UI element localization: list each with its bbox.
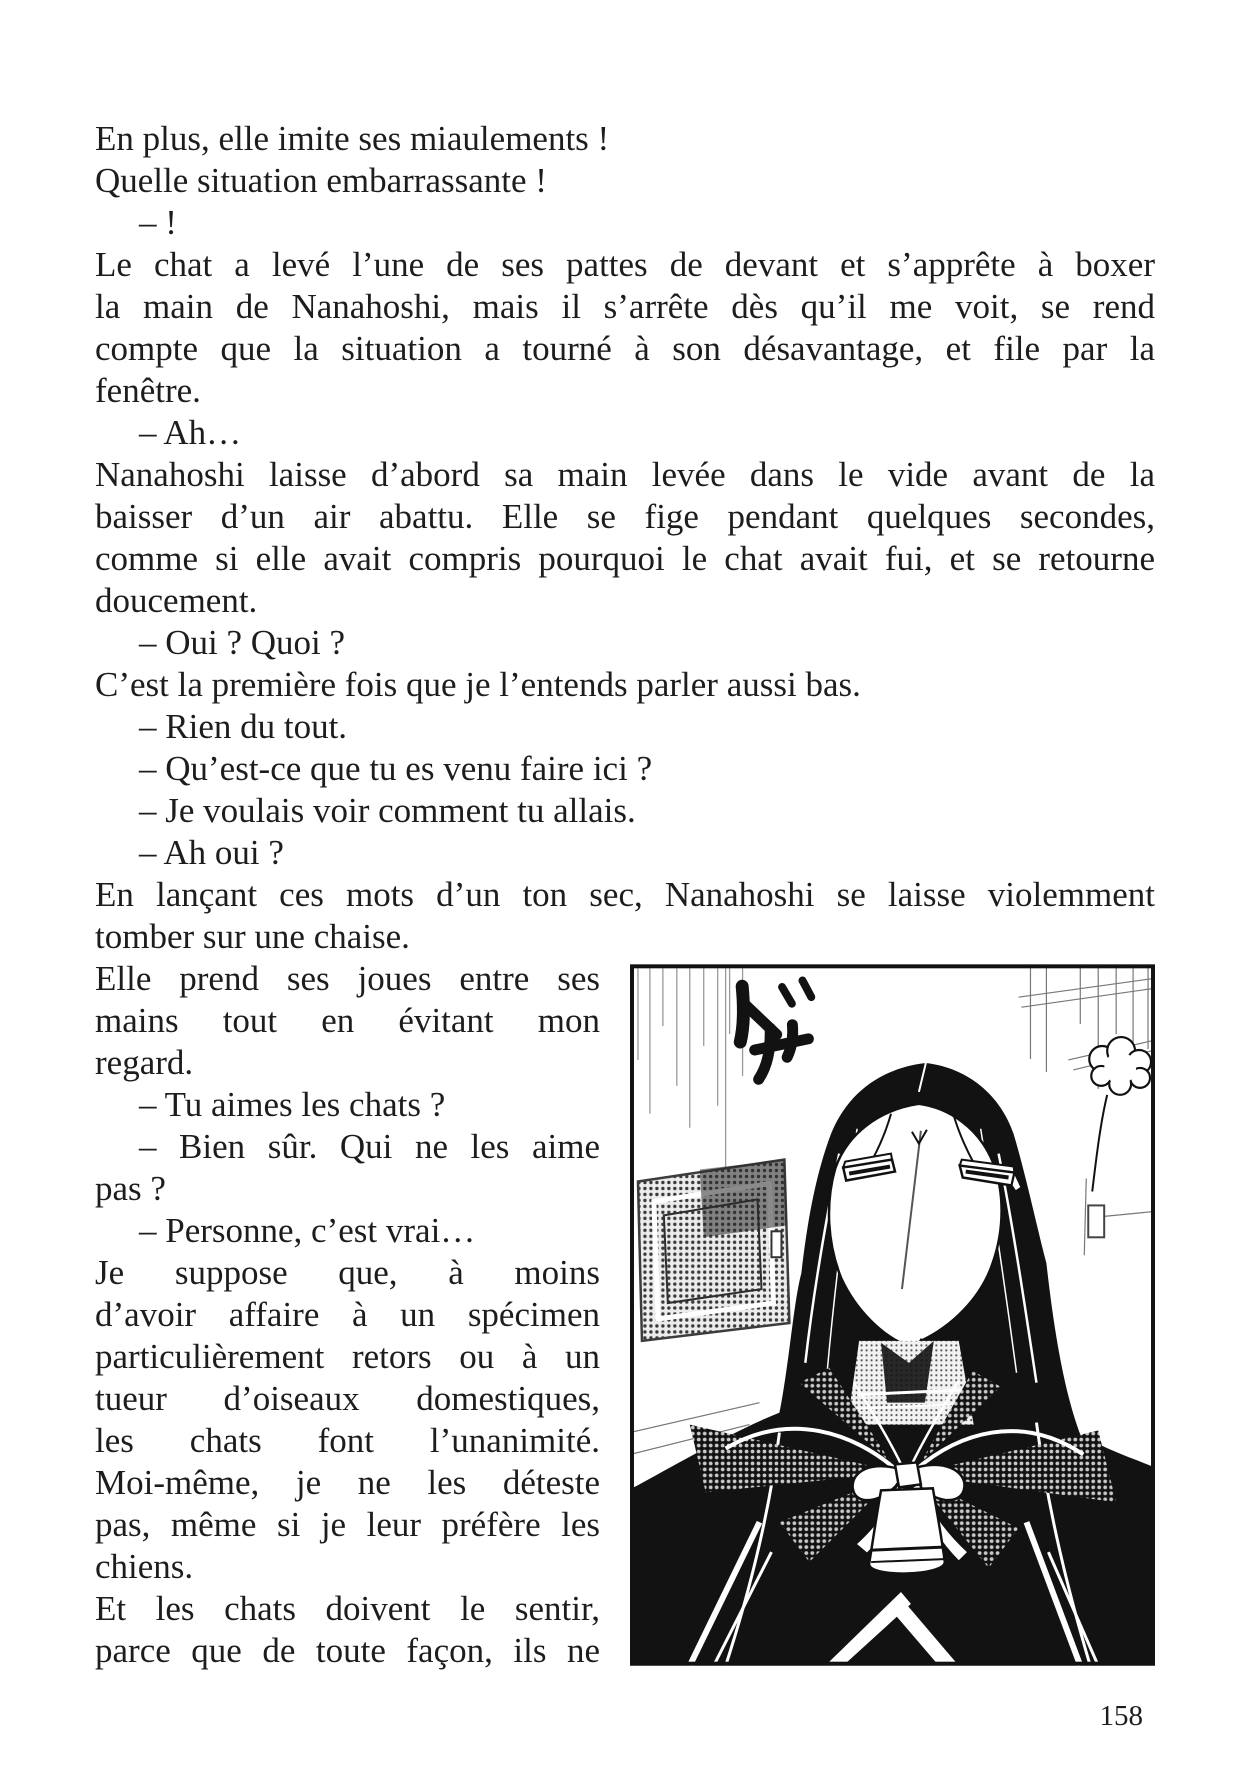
text-line: – Personne, c’est vrai…: [139, 1211, 476, 1250]
text-line: Je suppose que, à moins: [95, 1253, 600, 1292]
text-line: – Ah oui ?: [139, 833, 284, 872]
text-line: chiens.: [95, 1547, 194, 1586]
text-line: Le chat a levé l’une de ses pattes de devant et s’apprête à boxer: [95, 245, 1155, 284]
text-line: compte que la situation a tourné à son désavantage, et file par la: [95, 329, 1155, 368]
text-line: – Tu aimes les chats ?: [139, 1085, 446, 1124]
text-line: C’est la première fois que je l’entends parler aussi bas.: [95, 665, 861, 704]
text-line: – Je voulais voir comment tu allais.: [139, 791, 636, 830]
text-line: – Qu’est-ce que tu es venu faire ici ?: [139, 749, 653, 788]
text-line: comme si elle avait compris pourquoi le chat avait fui, et se retourne: [95, 539, 1155, 578]
text-line: les chats font l’unanimité.: [95, 1421, 600, 1460]
text-line: d’avoir affaire à un spécimen: [95, 1295, 600, 1334]
manga-illustration: [630, 963, 1155, 1667]
text-line: pas ?: [95, 1169, 166, 1208]
door: [638, 1160, 789, 1341]
text-line: la main de Nanahoshi, mais il s’arrête dès qu’il me voit, se rend: [95, 287, 1155, 326]
text-line: Et les chats doivent le sentir,: [95, 1589, 600, 1628]
text-line: – Rien du tout.: [139, 707, 348, 746]
text-line: Quelle situation embarrassante !: [95, 161, 547, 200]
text-line: regard.: [95, 1043, 194, 1082]
text-line: En plus, elle imite ses miaulements !: [95, 119, 610, 158]
text-line: fenêtre.: [95, 371, 201, 410]
text-line: tueur d’oiseaux domestiques,: [95, 1379, 600, 1418]
text-line: pas, même si je leur préfère les: [95, 1505, 600, 1544]
text-line: Nanahoshi laisse d’abord sa main levée dans le vide avant de la: [95, 455, 1155, 494]
text-line: – !: [139, 203, 177, 242]
text-line: mains tout en évitant mon: [95, 1001, 600, 1040]
page-number: 158: [1099, 1700, 1143, 1732]
text-line: – Oui ? Quoi ?: [139, 623, 346, 662]
manga-panel-drawing: [630, 963, 1155, 1667]
text-line: doucement.: [95, 581, 258, 620]
text-line: – Bien sûr. Qui ne les aime: [139, 1127, 600, 1166]
text-line: particulièrement retors ou à un: [95, 1337, 600, 1376]
main-text-block: [95, 118, 1155, 958]
text-line: En lançant ces mots d’un ton sec, Nanahoshi se laisse violemment: [95, 875, 1155, 914]
switch-plate: [1088, 1205, 1104, 1237]
text-line: Moi-même, je ne les déteste: [95, 1463, 600, 1502]
text-line: Elle prend ses joues entre ses: [95, 959, 600, 998]
left-column-text-block: [95, 958, 600, 1672]
text-line: parce que de toute façon, ils ne: [95, 1631, 600, 1670]
text-line: – Ah…: [139, 413, 242, 452]
text-line: tomber sur une chaise.: [95, 917, 410, 956]
text-line: baisser d’un air abattu. Elle se fige pendant quelques secondes,: [95, 497, 1155, 536]
bell-clasp: [869, 1488, 945, 1573]
